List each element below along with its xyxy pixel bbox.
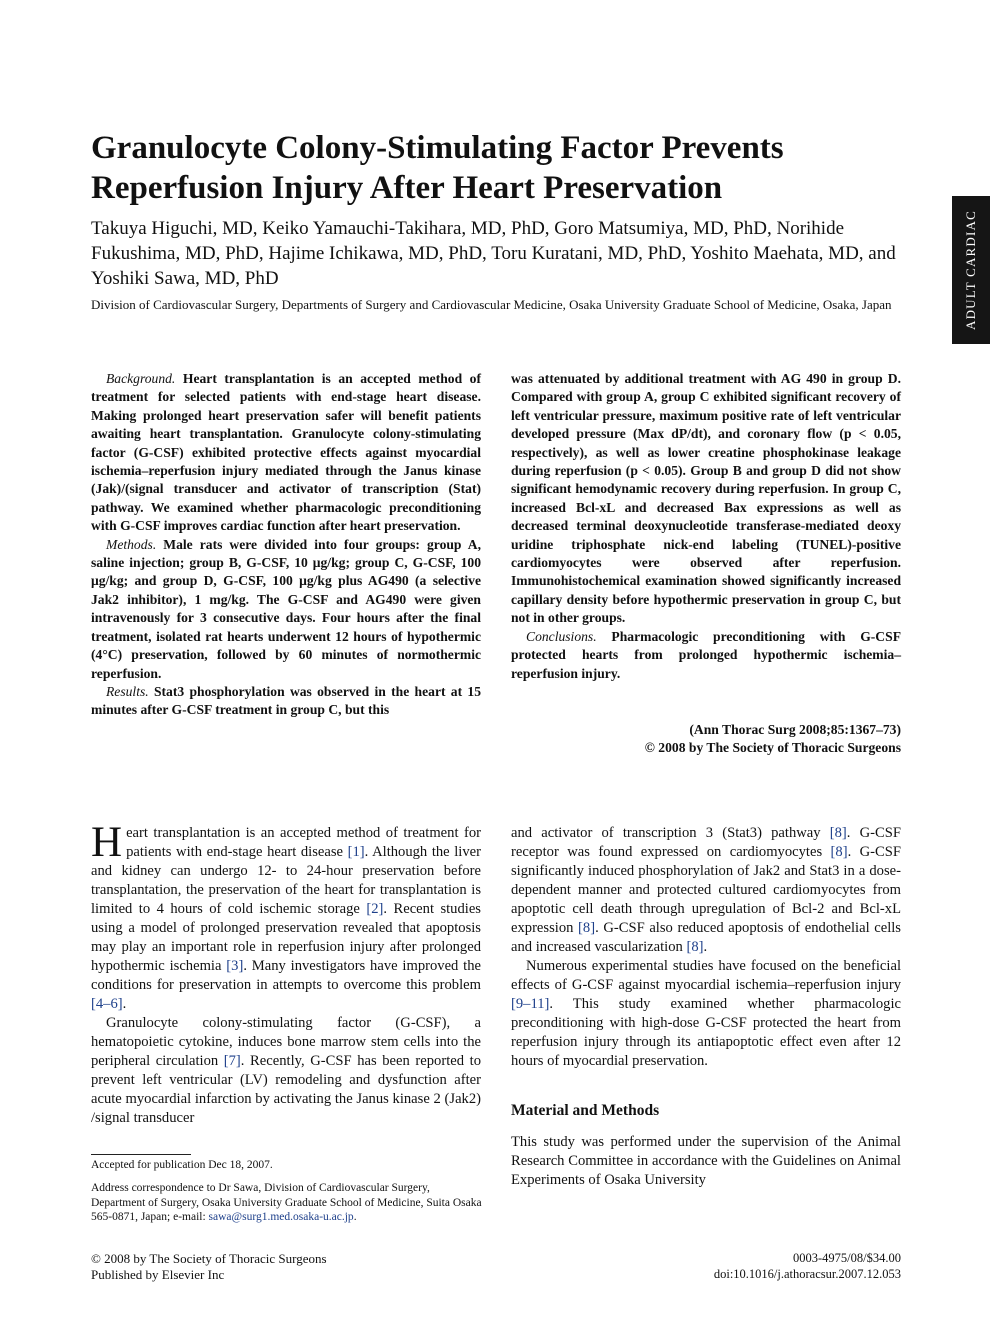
drop-cap: H <box>91 819 123 866</box>
address-end: . <box>353 1211 357 1224</box>
accepted-date: Accepted for publication Dec 18, 2007. <box>91 1159 273 1171</box>
body-paragraph-2-continued <box>511 824 901 957</box>
reference-link-8[interactable]: [8] <box>686 939 704 955</box>
body-paragraph-4: This study was performed under the supervision of the Animal Research Committee in accordance with the Guidelines on Animal Experiments of Osaka University <box>511 1134 901 1188</box>
section-tab <box>952 196 990 344</box>
body-text: . Although the liver and kidney can undergo 12- to 24-hour preservation before transplantation, the preservation of the heart for transplantation is limited to 4 hours of cold ischemic storage <box>91 844 481 917</box>
background-text: Heart transplantation is an accepted method of treatment for selected patients with end-stage heart disease. Making prolonged heart preservation safer will benefit patients awaiting heart transplantation. Granulocyte colony-stimulating factor (G-CSF) exhibited protective effects against myocardial ischemia–reperfusion injury mediated through the Janus kinase (Jak)/(signal transducer and activator of transcription (Stat) pathway. We examined whether pharmacologic preconditioning with G-CSF improves cardiac function after heart preservation. <box>91 371 481 534</box>
reference-link-8[interactable]: [8] <box>830 844 848 860</box>
abstract-results-continued: was attenuated by additional treatment with AG 490 in group D. Compared with group A, group C exhibited significant recovery of left ventricular pressure, maximum positive rate of left ventricular developed pressure (Max dP/dt), and coronary flow (p < 0.05, respectively), as well as lower creatine phosphokinase leakage during reperfusion (p < 0.05). Group B and group D did not show significant hemodynamic recovery during reperfusion. In group C, increased Bcl-xL and decreased Bax expressions as well as decreased terminal deoxynucleotide transferase-mediated deoxy uridine triphosphate nick-end labeling (TUNEL)-positive cardiomyocytes were observed after reperfusion. Immunohistochemical examination showed significantly increased capillary density before hypothermic preservation in group C, but not in other groups. <box>511 371 901 626</box>
conclusions-text: Pharmacologic preconditioning with G-CSF protected hearts from prolonged hypothermic ischemia–reperfusion injury. <box>511 628 901 681</box>
abstract-right-column <box>511 370 901 758</box>
reference-link-1[interactable]: [1] <box>347 844 365 860</box>
reference-link-2[interactable]: [2] <box>366 901 384 917</box>
body-text: . <box>122 996 127 1012</box>
body-text: . G-CSF also reduced apoptosis of endothelial cells and increased vascularization <box>511 920 901 955</box>
affiliation: Division of Cardiovascular Surgery, Departments of Surgery and Cardiovascular Medicine, Osaka University Graduate School of Medicine, Osaka, Japan <box>91 297 892 312</box>
abstract-methods <box>91 536 481 683</box>
abstract-conclusions <box>511 628 901 683</box>
author-list: Takuya Higuchi, MD, Keiko Yamauchi-Takihara, MD, PhD, Goro Matsumiya, MD, PhD, Norihide Fukushima, MD, PhD, Hajime Ichikawa, MD, PhD, Toru Kuratani, MD, PhD, Yoshito Maehata, MD, and Yoshiki Sawa, MD, PhD <box>91 218 896 289</box>
footer-copyright: © 2008 by The Society of Thoracic Surgeons <box>91 1251 327 1266</box>
body-text: . G-CSF receptor was found expressed on cardiomyocytes <box>511 825 901 860</box>
section-tab-label: ADULT CARDIAC <box>963 210 979 330</box>
footer-publisher: Published by Elsevier Inc <box>91 1266 225 1282</box>
reference-link-9-11[interactable]: [9–11] <box>511 996 550 1012</box>
footnotes <box>91 1158 486 1225</box>
results-label: Results. <box>106 683 149 699</box>
body-paragraph-3 <box>511 957 901 1071</box>
abstract-copyright: © 2008 by The Society of Thoracic Surgeons <box>644 740 901 756</box>
body-text: and activator of transcription 3 (Stat3) pathway <box>511 825 830 841</box>
address-text: Address correspondence to Dr Sawa, Division of Cardiovascular Surgery, Department of Surgery, Osaka University Graduate School of Medicine, Suita Osaka 565-0871, Japan; e-mail: <box>91 1182 482 1224</box>
body-text: . Many investigators have improved the conditions for preservation in attempts to overcome this problem <box>91 958 481 993</box>
conclusions-label: Conclusions. <box>526 628 597 644</box>
reference-link-8[interactable]: [8] <box>578 920 596 936</box>
body-text: eart transplantation is an accepted method of treatment for patients with end-stage heart disease <box>126 825 481 860</box>
reference-link-8[interactable]: [8] <box>829 825 847 841</box>
footnote-spacer <box>91 1172 486 1181</box>
body-text: . Recent studies using a model of prolonged preservation revealed that apoptosis may play an important role in reperfusion injury after prolonged hypothermic ischemia <box>91 901 481 974</box>
journal-citation: (Ann Thorac Surg 2008;85:1367–73) <box>689 721 901 737</box>
reference-link-4-6[interactable]: [4–6] <box>91 996 123 1012</box>
reference-link-7[interactable]: [7] <box>223 1053 241 1069</box>
body-paragraph-2 <box>91 1014 481 1128</box>
correspondence-address <box>91 1181 486 1224</box>
body-text: . G-CSF significantly induced phosphorylation of Jak2 and Stat3 in a dose-dependent manner and protected cultured cardiomyocytes from apoptotic cell death through upregulation of Bcl-2 and Bcl-xL expression <box>511 844 901 936</box>
article-title: Granulocyte Colony-Stimulating Factor Prevents Reperfusion Injury After Heart Preservation <box>91 130 784 206</box>
footer-left <box>91 1251 327 1282</box>
email-link[interactable]: sawa@surg1.med.osaka-u.ac.jp <box>208 1211 354 1224</box>
body-text: . <box>703 939 708 955</box>
footer-price: 0003-4975/08/$34.00 <box>793 1251 901 1265</box>
footnote-divider <box>91 1154 191 1155</box>
methods-text: Male rats were divided into four groups: group A, saline injection; group B, G-CSF, 10 μg/kg; group C, G-CSF, 100 μg/kg; and group D, G-CSF, 100 μg/kg plus AG490 (a selective Jak2 inhibitor), 1 mg/kg. The G-CSF and AG490 were given intravenously for 3 consecutive days. Four hours after the final treatment, isolated rat hearts underwent 12 hours of hypothermic (4°C) preservation, followed by 60 minutes of normothermic reperfusion. <box>91 536 481 681</box>
body-text: . This study examined whether pharmacologic preconditioning with high-dose G-CSF protected the heart from reperfusion injury through its antiapoptotic effect even after 12 hours of myocardial preservation. <box>511 996 901 1069</box>
abstract-background <box>91 370 481 536</box>
body-paragraph-1 <box>91 819 481 1014</box>
body-left-column <box>91 819 481 1128</box>
abstract-left-column <box>91 370 481 720</box>
footer-doi: doi:10.1016/j.athoracsur.2007.12.053 <box>713 1266 901 1281</box>
body-right-column <box>511 824 901 1190</box>
abstract-results <box>91 683 481 720</box>
footer-right <box>714 1251 901 1282</box>
results-text: Stat3 phosphorylation was observed in the heart at 15 minutes after G-CSF treatment in group C, but this <box>91 683 481 718</box>
body-text: Numerous experimental studies have focused on the beneficial effects of G-CSF against myocardial ischemia–reperfusion injury <box>511 958 901 993</box>
background-label: Background. <box>106 371 176 386</box>
body-text: . Recently, G-CSF has been reported to prevent left ventricular (LV) remodeling and dysfunction after acute myocardial infarction by activating the Janus kinase 2 (Jak2) /signal transducer <box>91 1053 481 1126</box>
methods-label: Methods. <box>106 536 157 552</box>
body-text: Granulocyte colony-stimulating factor (G-CSF), a hematopoietic cytokine, induces bone marrow stem cells into the peripheral circulation <box>91 1015 481 1069</box>
reference-link-3[interactable]: [3] <box>226 958 244 974</box>
section-heading: Material and Methods <box>511 1102 660 1119</box>
